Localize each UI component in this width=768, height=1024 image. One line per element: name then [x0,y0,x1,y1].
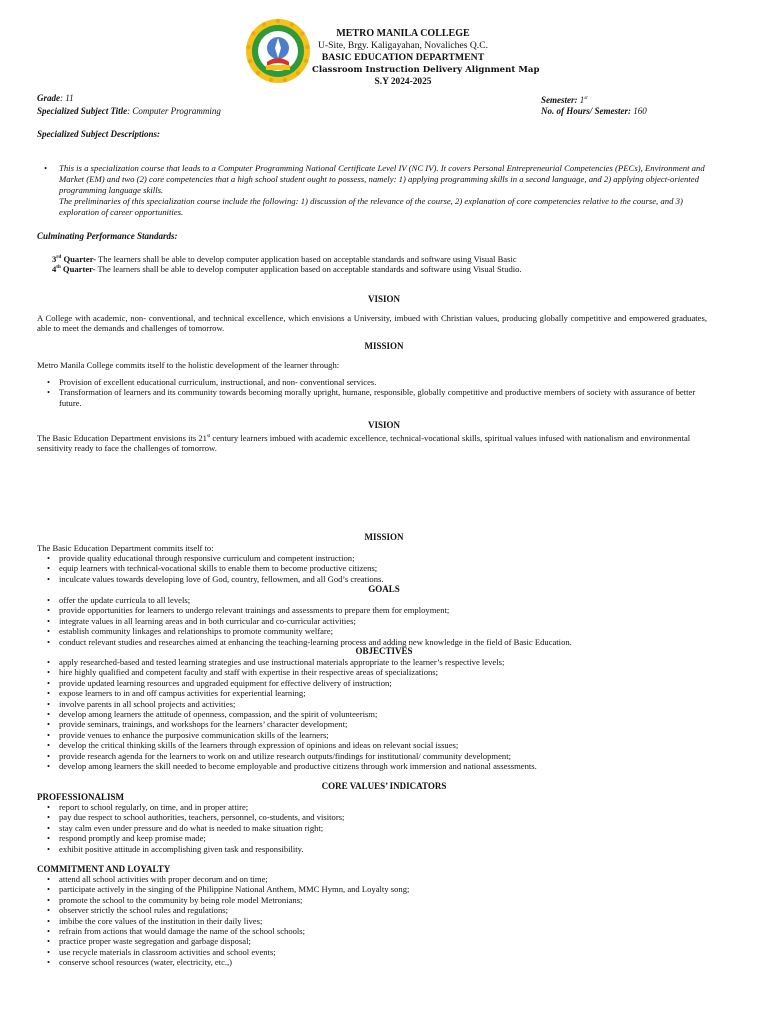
commitment-list [37,874,707,968]
list-item [37,595,707,605]
college-vision-title: VISION [367,294,400,304]
bed-vision-text-a: The Basic Education Department envisions its 21 [37,432,207,443]
list-item [37,916,707,926]
list-item-text: Provision of excellent educational curriculum, instructional, and non- conventional services. [59,377,377,387]
hours-line [541,105,647,118]
grade-line [37,92,74,105]
list-item-text: integrate values in all learning areas and in both curricular and co-curricular activities; [59,615,356,626]
list-item [37,574,707,584]
bullet-icon: • [47,761,51,772]
college-name: METRO MANILA COLLEGE [336,28,470,39]
list-item-text: expose learners to in and off campus activities for experiential learning; [59,688,306,699]
list-item [37,709,707,719]
standards-label: Culminating Performance Standards: [37,231,178,241]
list-item [37,553,707,563]
list-item-text: involve parents in all school projects and activities; [59,698,236,709]
list-item [37,802,707,812]
list-item-text: refrain from actions that would damage the name of the school schools; [59,926,306,937]
list-item-text: Transformation of learners and its community towards becoming morally upright, humane, responsible, globally competitive and productive members of society with assurance of better future. [59,387,696,408]
description-paragraph-2: The preliminaries of this specialization course include the following: 1) discussion of the relevance of the course, 2) explanation of core competencies relative to the course, and 3) exploration of career opportunities. [59,196,683,217]
bullet-icon: • [47,905,51,916]
list-item-text: participate actively in the singing of the Philippine National Anthem, MMC Hymn, and Loyalty song; [59,884,410,895]
list-item-text: provide opportunities for learners to undergo relevant trainings and assessments to prepare them for employment; [59,605,450,616]
q4-text: The learners shall be able to develop computer application based on acceptable standards and software using Visual Studio. [95,263,522,274]
list-item-text: report to school regularly, on time, and in proper attire; [59,802,249,812]
list-item [37,957,707,967]
bullet-icon: • [44,163,48,173]
list-item [37,895,707,905]
document-header [312,28,540,88]
department-name: BASIC EDUCATION DEPARTMENT [321,52,485,63]
q3-sup: rd [56,255,62,260]
semester-value: 1 [577,95,585,105]
list-item-text: provide updated learning resources and upgraded equipment for effective delivery of instruction; [59,677,392,688]
bullet-icon: • [47,915,51,926]
objectives-title: OBJECTIVES [355,646,413,656]
bullet-icon: • [47,553,51,563]
standard-q4 [52,263,522,274]
list-item [37,936,707,946]
list-item-text: develop among learners the skill needed to become employable and productive citizens through work immersion and national assessments. [59,761,537,772]
bed-vision-title: VISION [367,420,400,430]
list-item-text: promote the school to the community by being role model Metronians; [59,894,303,905]
list-item [37,926,707,936]
college-address: U-Site, Brgy. Kaligayahan, Novaliches Q.C. [318,40,488,51]
bullet-icon: • [47,698,51,709]
semester-sup: st [584,96,588,101]
q4-sup: th [56,265,61,270]
bullet-icon: • [47,387,51,398]
bullet-icon: • [47,884,51,895]
list-item [37,377,707,387]
list-item [37,605,707,615]
list-item [37,812,707,822]
semester-label: Semester: [541,95,578,105]
list-item-text: apply researched-based and tested learning strategies and use instructional materials appropriate to the learner’s respective levels; [59,657,505,667]
list-item [37,678,707,688]
bullet-icon: • [47,677,51,688]
goals-list [37,595,707,647]
bullet-icon: • [47,802,51,812]
bullet-icon: • [47,709,51,720]
bullet-icon: • [47,719,51,730]
list-item-text: exhibit positive attitude in accomplishing given task and responsibility. [59,843,304,854]
bullet-icon: • [47,957,51,968]
list-item [37,730,707,740]
college-seal-logo [245,18,311,84]
list-item [37,884,707,894]
bullet-icon: • [47,894,51,905]
list-item [37,626,707,636]
list-item-text: equip learners with technical-vocational skills to enable them to become productive citizens; [59,563,378,574]
bullet-icon: • [47,822,51,833]
subject-line [37,105,221,118]
list-item [37,657,707,667]
bullet-icon: • [47,833,51,844]
descriptions-label: Specialized Subject Descriptions: [37,129,160,139]
bullet-icon: • [47,812,51,823]
list-item-text: provide quality educational through responsive curriculum and competent instruction; [59,553,355,563]
q4-number: 4 [52,263,57,274]
bullet-icon: • [47,377,51,387]
list-item [37,667,707,677]
description-paragraph-1: This is a specialization course that leads to a Computer Programming National Certificate Level IV (NC IV). It covers Personal Entrepreneurial Competencies (PECs), Environment and Market (EM) and two (2) core competencies that a high school student ought to possess, namely: 1) applying programming skills in a second language, and 2) applying object-oriented programming language skills. [59,163,705,195]
college-mission-intro: Metro Manila College commits itself to the holistic development of the learner through: [37,360,340,370]
bullet-icon: • [47,750,51,761]
college-vision-text: A College with academic, non- conventional, and technical excellence, which envisions a University, imbued with Christian values, producing globally competitive and empowered graduates, able to meet the demands and challenges of tomorrow. [37,313,707,334]
goals-title: GOALS [368,584,400,594]
bullet-icon: • [47,657,51,667]
list-item-text: hire highly qualified and competent faculty and staff with expertise in their respective areas of specializations; [59,667,439,678]
professionalism-list [37,802,707,854]
list-item [37,833,707,843]
commitment-label: COMMITMENT AND LOYALTY [37,864,171,874]
bullet-icon: • [47,729,51,740]
school-year: S.Y 2024-2025 [374,77,432,87]
subject-description [44,163,708,218]
bullet-icon: • [47,688,51,699]
q3-number: 3 [52,253,57,264]
bullet-icon: • [47,874,51,884]
list-item [37,740,707,750]
list-item [37,387,707,408]
bed-mission-intro: The Basic Education Department commits itself to: [37,543,214,553]
bullet-icon: • [47,563,51,574]
list-item-text: offer the update curricula to all levels; [59,595,191,605]
bullet-icon: • [47,626,51,637]
list-item-text: provide venues to enhance the purposive communication skills of the learners; [59,729,329,740]
bullet-icon: • [47,573,51,584]
bullet-icon: • [47,636,51,647]
subject-value: : Computer Programming [127,106,221,116]
list-item [37,563,707,573]
list-item-text: provide seminars, trainings, and workshops for the learners’ character development; [59,719,348,730]
list-item-text: establish community linkages and relationships to promote community welfare; [59,626,333,637]
list-item [37,699,707,709]
college-mission-title: MISSION [364,341,404,351]
list-item [37,947,707,957]
bullet-icon: • [47,667,51,678]
bullet-icon: • [47,595,51,605]
hours-value: 160 [631,106,647,116]
list-item [37,751,707,761]
list-item-text: practice proper waste segregation and garbage disposal; [59,936,251,947]
bed-vision-sup: st [206,434,211,439]
list-item-text: pay due respect to school authorities, teachers, personnel, co-students, and visitors; [59,812,345,823]
bed-mission-list [37,553,707,584]
list-item [37,823,707,833]
bullet-icon: • [47,843,51,854]
core-values-title: CORE VALUES’ INDICATORS [321,781,447,791]
list-item-text: observer strictly the school rules and regulations; [59,905,228,916]
hours-label: No. of Hours/ Semester: [541,106,631,116]
subject-label: Specialized Subject Title [37,106,128,116]
bullet-icon: • [47,605,51,616]
objectives-list [37,657,707,771]
list-item [37,874,707,884]
bullet-icon: • [47,946,51,957]
professionalism-label: PROFESSIONALISM [37,792,125,802]
grade-value: : 11 [60,93,74,103]
college-mission-list [37,377,707,408]
bed-mission-title: MISSION [364,532,404,542]
list-item-text: develop the critical thinking skills of the learners through expression of opinions and ideas on relevant social issues; [59,740,459,751]
list-item-text: respond promptly and keep promise made; [59,833,206,844]
list-item-text: conserve school resources (water, electricity, etc.,) [59,957,233,968]
q4-label: Quarter- [60,263,96,274]
bullet-icon: • [47,936,51,947]
list-item-text: imbibe the core values of the institution in their daily lives; [59,915,263,926]
bed-vision-text-b: century learners imbued with academic excellence, technical-vocational skills, spiritual values infused with nationalism and environmental sensitivity ready to face the challenges of tomorrow. [37,432,691,454]
bullet-icon: • [47,740,51,751]
bed-vision-text [37,432,707,454]
list-item-text: provide research agenda for the learners to work on and utilize research outputs/findings for institutional/ community development; [59,750,511,761]
list-item-text: attend all school activities with proper decorum and on time; [59,874,268,884]
bullet-icon: • [47,615,51,626]
q3-text: The learners shall be able to develop computer application based on acceptable standards and software using Visual Basic [96,253,517,264]
list-item [37,844,707,854]
list-item [37,616,707,626]
list-item-text: conduct relevant studies and researches aimed at enhancing the teaching-learning process and adding new knowledge in the field of Basic Education. [59,636,572,647]
list-item-text: inculcate values towards developing love of God, country, fellowmen, and all God’s creations. [59,573,384,584]
list-item [37,719,707,729]
grade-label: Grade [37,93,60,103]
list-item-text: use recycle materials in classroom activities and school events; [59,946,276,957]
list-item [37,761,707,771]
q3-label: Quarter- [61,253,97,264]
list-item [37,688,707,698]
list-item-text: develop among learners the attitude of openness, compassion, and the spirit of volunteerism; [59,709,378,720]
list-item-text: stay calm even under pressure and do what is needed to make situation right; [59,822,324,833]
map-title: Classroom Instruction Delivery Alignment Map [312,65,540,75]
list-item [37,905,707,915]
bullet-icon: • [47,926,51,937]
